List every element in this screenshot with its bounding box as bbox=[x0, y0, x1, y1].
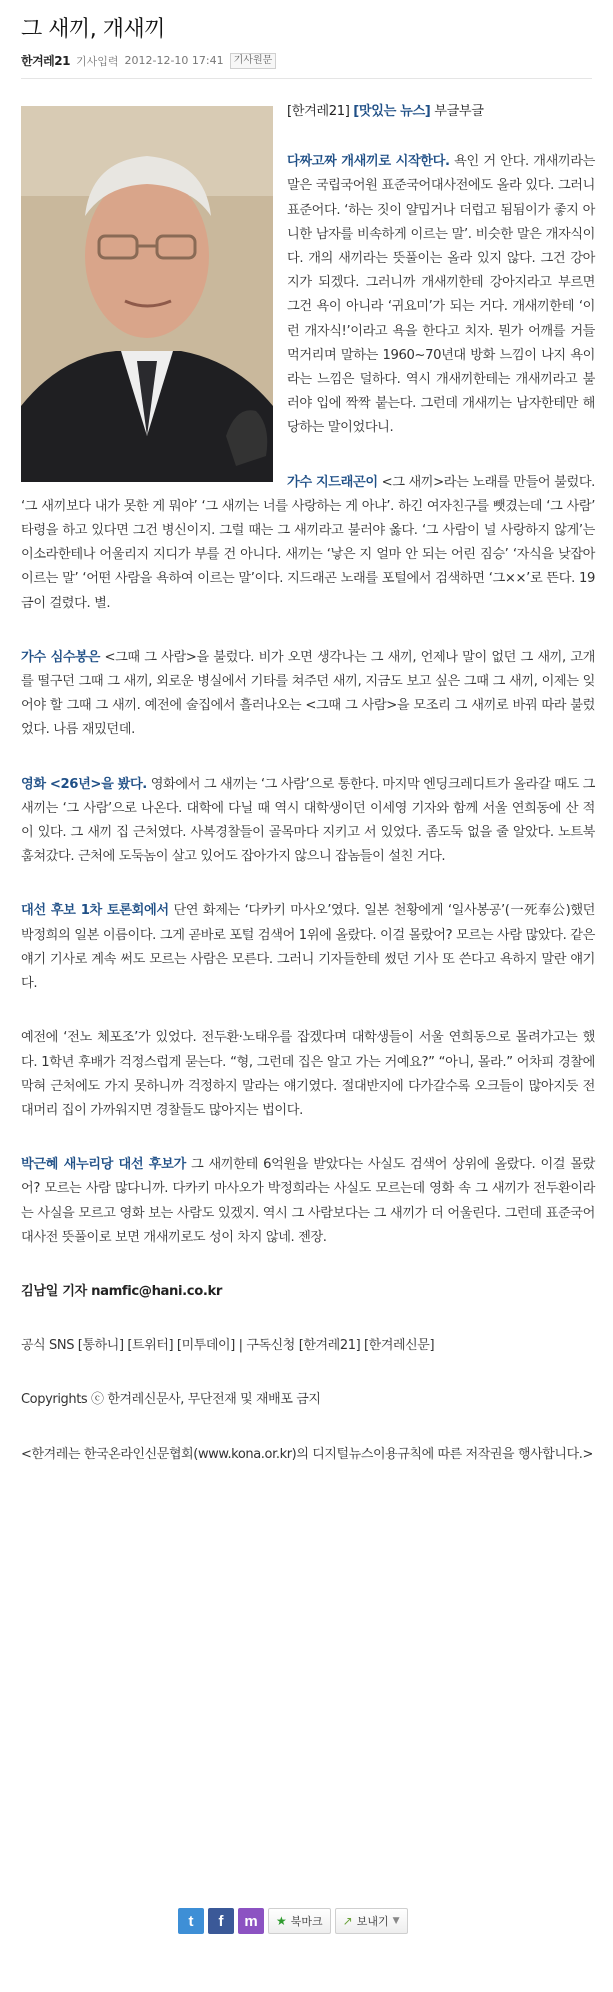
chevron-down-icon: ▼ bbox=[392, 1916, 400, 1926]
portrait-illustration bbox=[21, 106, 273, 482]
kicker-suffix: 부글부글 bbox=[434, 104, 484, 119]
paragraph-lead: 대선 후보 1차 토론회에서 bbox=[21, 903, 169, 919]
paragraph-lead: 가수 지드래곤이 bbox=[287, 474, 378, 490]
send-icon: ↗ bbox=[342, 1914, 353, 1928]
paragraph-text: 단연 화제는 ‘다카키 마사오’였다. 일본 천황에게 ‘일사봉공’(一死奉公)했던 박정희의 일본 이름이다. 그게 곧바로 포털 검색어 1위에 올랐다. 이걸 몰랐어? 모르는 사람 많았다. 같은 얘기 기사로 계속 써도 모르는 사람은 모른다. 그러니 기자들한테 썼던 기사 또 쓴다고 욕하지 말란 얘기다. bbox=[21, 903, 595, 992]
paragraph-text: <그때 그 사람>을 불렀다. 비가 오면 생각나는 그 새끼, 언제나 말이 없던 그 새끼, 고개를 떨구던 그때 그 새끼, 외로운 병실에서 기타를 쳐주던 새끼, 지금도 보고 싶은 그때 그 새끼, 이제는 잊어야 할 그때 그 새끼. 예전에 술집에서 흘러나오는 <그때 그 사람>을 모조리 그 새끼로 바꿔 따라 불렀었다. 나름 재밌던데. bbox=[21, 649, 595, 738]
kicker-tag: [맛있는 뉴스] bbox=[353, 104, 431, 119]
paragraph-text: 욕인 거 안다. 개새끼라는 말은 국립국어원 표준국어대사전에도 올라 있다. 그러니 표준어다. ‘하는 짓이 얄밉거나 더럽고 됨됨이가 좋지 아니한 남자를 비속하게 이르는 말’. 비슷한 말은 개자식이다. 개의 새끼라는 뜻풀이는 올라 있지 않다. 그건 강아지가 되겠다. 그러니까 개새끼한테 강아지라고 부르면 그건 욕이 아니라 ‘귀요미’가 되는 거다. 개새끼한테 ‘이런 개자식!’이라고 욕을 한다고 치자. 뭔가 어깨를 거들먹거리며 말하는 1960~70년대 방화 느낌이 나지 욕이라는 느낌은 덜하다. 역시 개새끼한테는 개새끼라고 불러야 입에 짝짝 붙는다. 그런데 개새끼는 남자한테만 해당하는 말이었다니. bbox=[287, 154, 595, 436]
paragraph-text: 예전에 ‘전노 체포조’가 있었다. 전두환·노태우를 잡겠다며 대학생들이 서울 연희동으로 몰려가고는 했다. 1학년 후배가 걱정스럽게 묻는다. “형, 그런데 집은 알고 가는 거예요?” “아니, 몰라.” 어차피 경찰에 막혀 근처에도 가지 못하니까 걱정하지 말라는 얘기였다. 절대반지에 다가갈수록 오크들이 많아지듯 전대머리 집이 가까워지면 경찰들도 많아지는 법이다. bbox=[21, 1030, 595, 1118]
paragraph-3 bbox=[21, 646, 595, 743]
copyright-rule-notice: <한겨레는 한국온라인신문협회(www.kona.or.kr)의 디지털뉴스이용규칙에 따른 저작권을 행사합니다.> bbox=[21, 1446, 593, 1462]
paragraph-4 bbox=[21, 773, 595, 870]
copyright-notice: Copyrights ⓒ 한겨레신문사, 무단전재 및 재배포 금지 bbox=[21, 1392, 321, 1408]
send-button[interactable] bbox=[335, 1908, 408, 1934]
paragraph-6 bbox=[21, 1026, 595, 1123]
facebook-icon[interactable]: f bbox=[208, 1908, 234, 1934]
paragraph-text: <그 새끼>라는 노래를 만들어 불렀다. ‘그 새끼보다 내가 못한 게 뭐야’ ‘그 새끼는 너를 사랑하는 게 아냐’. 하긴 여자친구를 뺏겼는데 ‘그 사람’ 타령을 하고 있다면 그건 병신이지. 그럴 때는 그 새끼라고 불러야 옳다. ‘그 사람이 널 사랑하지 않게’는 이소라한테나 어울리지 지디가 부를 건 아니다. 새끼는 ‘낳은 지 얼마 안 되는 어린 짐승’ ‘자식을 낮잡아 이르는 말’ ‘어떤 사람을 욕하여 이르는 말’이다. 지드래곤 노래를 포털에서 검색하면 ‘그××’로 뜬다. 19금이 걸렸다. 별. bbox=[21, 474, 595, 611]
date-label: 기사입력 bbox=[75, 54, 119, 68]
original-article-link[interactable]: 기사원문 bbox=[230, 53, 277, 69]
press-name[interactable]: 한겨레21 bbox=[21, 54, 70, 68]
paragraph-lead: 다짜고짜 개새끼로 시작한다. bbox=[287, 154, 450, 170]
article-title: 그 새끼, 개새끼 bbox=[21, 17, 165, 42]
paragraph-lead: 영화 <26년>을 봤다. bbox=[21, 776, 147, 792]
article-photo bbox=[21, 106, 273, 482]
article-body bbox=[21, 100, 595, 1497]
star-icon: ★ bbox=[276, 1914, 287, 1928]
title-divider bbox=[21, 78, 592, 79]
paragraph-2 bbox=[21, 471, 595, 616]
me2day-icon[interactable]: m bbox=[238, 1908, 264, 1934]
bookmark-label: 북마크 bbox=[290, 1915, 323, 1928]
paragraph-lead: 가수 심수봉은 bbox=[21, 649, 100, 665]
paragraph-7 bbox=[21, 1153, 595, 1250]
sns-links[interactable]: 공식 SNS [통하니] [트위터] [미투데이] | 구독신청 [한겨레21] [한겨레신문] bbox=[21, 1338, 435, 1354]
byline: 김남일 기자 namfic@hani.co.kr bbox=[21, 1283, 222, 1299]
twitter-icon[interactable]: t bbox=[178, 1908, 204, 1934]
share-bar bbox=[178, 1908, 408, 1934]
kicker-prefix: [한겨레21] bbox=[287, 104, 350, 119]
paragraph-text: 영화에서 그 새끼는 ‘그 사람’으로 통한다. 마지막 엔딩크레디트가 올라갈 때도 그 새끼는 ‘그 사람’으로 나온다. 대학에 다닐 때 역시 대학생이던 이세영 기자와 함께 서울 연희동에 산 적이 있다. 그 새끼 집 근처였다. 사복경찰들이 골목마다 지키고 서 있었다. 좀도둑 없을 줄 알았다. 노트북 훔쳐갔다. 근처에 도둑놈이 살고 있어도 잡아가지 않으니 잡놈들이 설친 거다. bbox=[21, 776, 595, 865]
article-meta bbox=[21, 52, 276, 69]
paragraph-text: 그 새끼한테 6억원을 받았다는 사실도 검색어 상위에 올랐다. 이걸 몰랐어? 모르는 사람 많다니까. 다카키 마사오가 박정희라는 사실도 모르는데 영화 속 그 새끼가 전두환이라는 사실을 모르고 영화 보는 사람도 있겠지. 역시 그 사람보다는 그 새끼가 더 어울린다. 그런데 표준국어대사전 뜻풀이로 보면 개새끼로도 성이 차지 않네. 젠장. bbox=[21, 1157, 595, 1245]
article-date: 2012-12-10 17:41 bbox=[124, 54, 224, 67]
bookmark-button[interactable] bbox=[268, 1908, 331, 1934]
paragraph-5 bbox=[21, 899, 595, 996]
send-label: 보내기 bbox=[356, 1915, 389, 1928]
paragraph-lead: 박근혜 새누리당 대선 후보가 bbox=[21, 1157, 186, 1173]
